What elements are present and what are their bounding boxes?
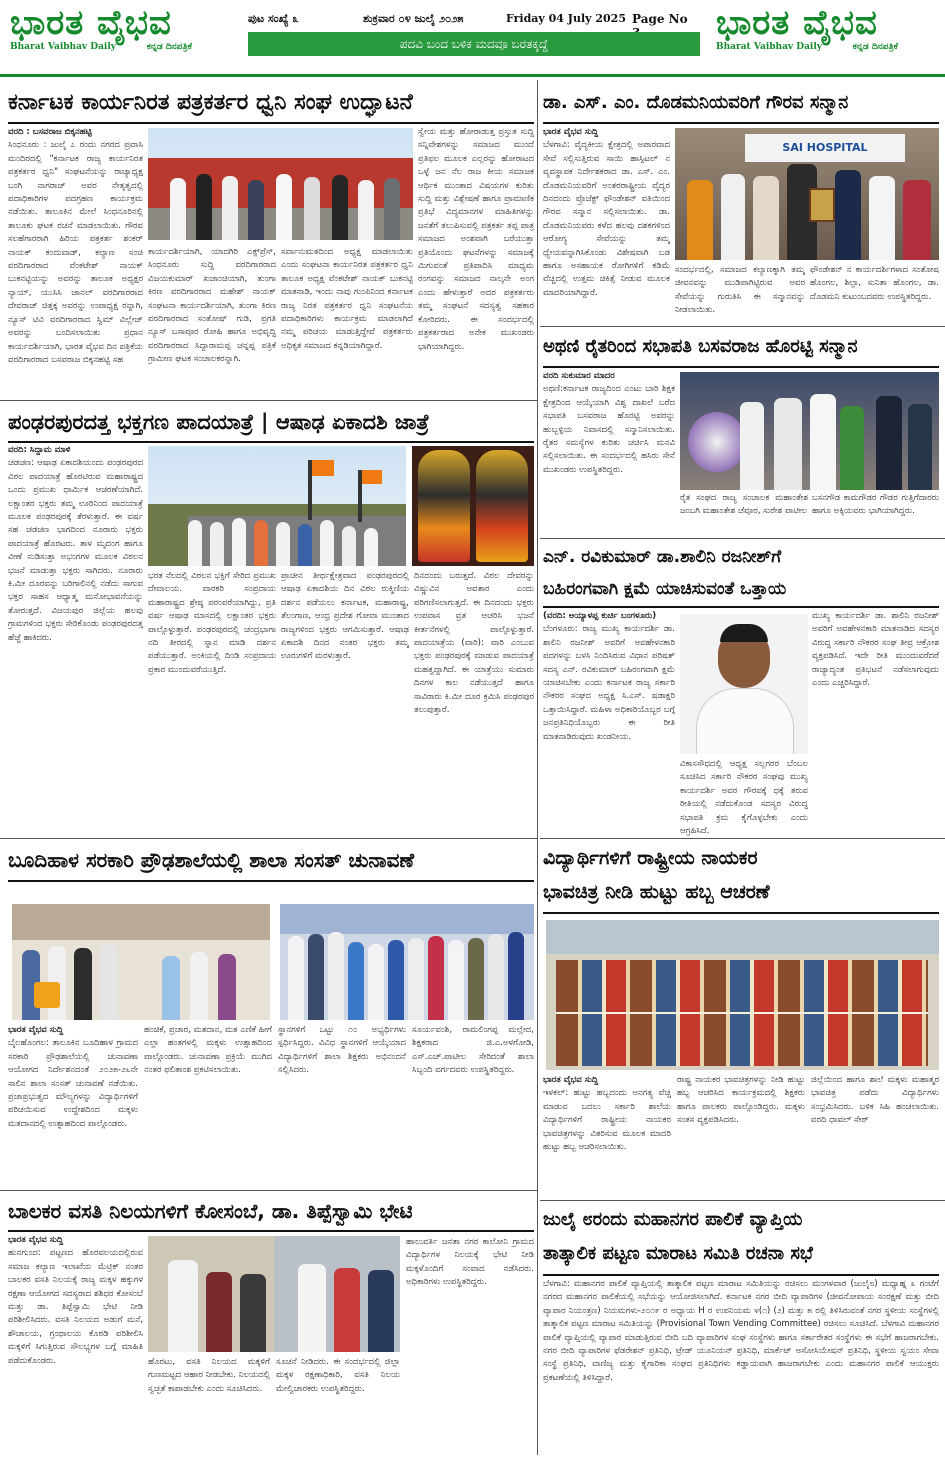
headline-a7-line2: ಭಾವಚಿತ್ರ ನೀಡಿ ಹುಟ್ಟು ಹಬ್ಬ ಆಚರಣೆ xyxy=(543,881,770,903)
article-a5-col3 xyxy=(812,610,939,835)
article-a7-col2 xyxy=(677,1074,805,1194)
photo-n-ravikumar xyxy=(680,614,808,754)
logo-right xyxy=(716,4,938,66)
masthead xyxy=(0,0,945,74)
logo-left xyxy=(10,4,232,66)
article-a2-col1 xyxy=(543,126,670,322)
ballot-box xyxy=(34,982,60,1008)
headline-underline xyxy=(543,366,939,368)
article-body: ಜಿಲ್ಲೆಯಿಂದ ಹಾಗೂ ಶಾಲೆ ಮಕ್ಕಳು ಮಹಾತ್ಮರ ಭಾವಚಿತ್ರ ಪಡೆದು ವಿದ್ಯಾರ್ಥಿಗಳು ಸಂಭ್ರಮಿಸಿದರು. ಬಳಿಕ ಸಿಹಿ ಹಂಚಲಾಯಿತು. ವರದಿ ಧಾವಲ್ ಸೇಠ್ xyxy=(811,1075,939,1126)
dateline: (ವರದಿ: ಅಯ್ಯಾಳಪ್ಪ ಕುರ್ಚಿ ಬಂಗಳೂರು) xyxy=(543,611,657,621)
date-english: Friday 04 July 2025 xyxy=(506,12,626,25)
photo-journalists-group xyxy=(148,128,413,240)
article-body: ಫೌಂಡೇಶನ್ ನ ಕಾರ್ಯದರ್ಶಿಗಳಾದ ಸಂತೋಷ ಹೊಂಗಲ, ಶಿಲ್ಪಾ, ಸುನಿತಾ ಹೊಂಗಲ, ಡಾ. ದೊಡಮನಿ ಕುಟುಂಬದವರು ಉಪಸ್ಥಿತರಿದ್ದರು. xyxy=(810,265,939,302)
article-a3-col3 xyxy=(812,492,939,516)
flower-bouquet xyxy=(688,412,746,472)
dateline: ಭಾರತ ವೈಭವ ಸುದ್ದಿ xyxy=(8,1235,64,1245)
section-divider xyxy=(0,1190,537,1191)
article-a7-col3 xyxy=(811,1074,939,1194)
logo-text: ಭಾರತ ವೈಭವ xyxy=(716,3,878,43)
dateline: ವರದಿ ಸುಕುಮಾರ ಮಾದರ xyxy=(543,371,615,381)
article-body: ಅಥಣಿ:ಕರ್ನಾಟಕ ರಾಜ್ಯದಿಂದ ಎಂಟು ಬಾರಿ ಶಿಕ್ಷಕ ಕ್ಷೇತ್ರದಿಂದ ಆಯ್ಕೆಯಾಗಿ ವಿಶ್ವ ದಾಖಲೆ ಬರೆದ ಸಭಾಪತಿ ಬಸವರಾಜ ಹೊರಟ್ಟಿ ಅವರನ್ನು ಹುಬ್ಬಳ್ಳಿಯ ನಿವಾಸದಲ್ಲಿ ಸನ್ಮಾನಿಸಲಾಯಿತು. ರೈತರ ಸಮಸ್ಯೆಗಳ ಕುರಿತು ಚರ್ಚಿಸಿ ಮನವಿ ಸಲ್ಲಿಸಲಾಯಿತು. ಈ ಸಂದರ್ಭದಲ್ಲಿ ಹಸಿರು ಸೇನೆ ಮುಖಂಡರು ಉಪಸ್ಥಿತರಿದ್ದರು. xyxy=(543,384,675,475)
headline-a5: ಎನ್. ರವಿಕುಮಾರ್ ಡಾ.ಶಾಲಿನಿ ರಜನೀಶ್‌ಗೆ xyxy=(543,547,782,567)
article-a8-col2 xyxy=(148,1356,270,1455)
issue-number: ಪುಟ ಸಂಖ್ಯೆ ೩ xyxy=(248,12,299,25)
article-a6-col1 xyxy=(8,1024,138,1160)
dateline: ಭಾರತ ವೈಭವ ಸುದ್ದಿ xyxy=(543,1075,599,1085)
article-a1-col1 xyxy=(8,126,143,372)
logo-subtitle xyxy=(10,42,232,52)
article-body: ಸ್ಥಾನಗಳಿಗೆ ಒಟ್ಟು ೧೦ ಅಭ್ಯರ್ಥಿಗಳು ಸ್ಪರ್ಧಿಸಿದ್ದರು. ವಿವಿಧ ಸ್ಥಾನಗಳಿಗೆ ಆಯ್ಕೆಯಾದ ವಿದ್ಯಾರ್ಥಿಗಳಿಗೆ ಶಾಲಾ ಶಿಕ್ಷಕರು ಅಭಿನಂದನೆ ಸಲ್ಲಿಸಿದರು. xyxy=(278,1025,406,1076)
article-body: ರಾಷ್ಟ್ರ ನಾಯಕರ ಭಾವಚಿತ್ರಗಳನ್ನು ನೀಡಿ ಹುಟ್ಟು ಹಬ್ಬ ಆಚರಿಸಿದ ಕಾರ್ಯಕ್ರಮದಲ್ಲಿ ಶಿಕ್ಷಕರು ಹಾಗೂ ಪಾಲಕರು ಪಾಲ್ಗೊಂಡಿದ್ದರು. ಮಕ್ಕಳು ಸಂತಸ ವ್ಯಕ್ತಪಡಿಸಿದರು. xyxy=(677,1075,805,1126)
issue-info-bar xyxy=(248,8,700,30)
article-body: ಕಾರ್ಯದರ್ಶಿಯಾಗಿ, ಯಾದಗಿರಿ ಎಕ್ಸ್‌ಪ್ರೆಸ್, ಸಿಂಧನೂರು ಸುದ್ದಿ ವರದಿಗಾರರಾದ ವಿಜಯಕುಮಾರ್ ಖಜಾಂಚಿಯಾಗಿ, ತುಂಗಾ ಕಿರಣ ವರದಿಗಾರರಾದ ಮಹೇಶ್ ನಾಯಕ್ ಸಂಘಟನಾ ಕಾರ್ಯದರ್ಶಿಯಾಗಿ, ತುಂಗಾ ಕಿರಣ ವರದಿಗಾರರಾದ ಸಂತೋಷ್ ಗುಡಿ, ಪ್ರಗತಿ ನ್ಯೂಸ್ ಬಸಾಪೂರ ರೋಹಿ ಹಾಗೂ ಅಭಿವೃದ್ಧಿ ವರದಿಗಾರರಾದ ಸಿದ್ದಾರಾಮಪ್ಪ ಚನ್ನಪ್ಪ ಪತ್ರಿಕೆ ಗ್ರಾಮೀಣ ಘಟಕ ಸಂಚಾಲಕರನ್ನಾಗಿ. xyxy=(148,247,276,365)
article-a1-col3 xyxy=(281,246,413,372)
vitthal-idol xyxy=(418,450,470,562)
article-body: ಸೂಚನೆ ನೀಡಿದರು. ಈ ಸಂದರ್ಭದಲ್ಲಿ ಜಿಲ್ಲಾ ಮಕ್ಕಳ ರಕ್ಷಣಾಧಿಕಾರಿ, ವಸತಿ ನಿಲಯ ಮೇಲ್ವಿಚಾರಕರು ಉಪಸ್ಥಿತರಿದ್ದರು. xyxy=(276,1357,400,1394)
section-divider xyxy=(540,538,945,539)
photo-hospital-felicitation xyxy=(675,128,939,260)
photo-hostel-inspection xyxy=(148,1236,400,1352)
article-a4-col1 xyxy=(8,444,143,834)
section-divider xyxy=(0,400,537,401)
article-a2-col3 xyxy=(810,264,939,322)
headline-a1: ಕರ್ನಾಟಕ ಕಾರ್ಯನಿರತ ಪತ್ರಕರ್ತರ ಧ್ವನಿ ಸಂಘ ಉದ್ಘಾಟನೆ xyxy=(8,90,413,115)
article-body: ಬೆಳಗಾವಿ: ಮಹಾನಗರ ಪಾಲಿಕೆ ವ್ಯಾಪ್ತಿಯಲ್ಲಿ ತಾತ್ಕಾಲಿಕ ಪಟ್ಟಣ ಮಾರಾಟ ಸಮಿತಿಯನ್ನು ರಚಿಸಲು ಮಂಗಳವಾರ (ಜುಲೈ೮) ಮಧ್ಯಾಹ್ನ ೩ ಗಂಟೆಗೆ ನಗರದ ಮಹಾನಗರ ಪಾಲಿಕೆಯಲ್ಲಿ ಸಭೆಯನ್ನು ಆಯೋಜಿಸಲಾಗಿದೆ. ಕರ್ನಾಟಕ ನಗರ ಬೀದಿ ವ್ಯಾಪಾರಿಗಳ (ಜೀವನೋಪಾಯ ಸಂರಕ್ಷಣೆ ಮತ್ತು ಬೀದಿ ವ್ಯಾಪಾರ ನಿಯಂತ್ರಣ) ನಿಯಮಗಳು-೨೦೧೯ ರ ಅಧ್ಯಾಯ H ರ ಉಪನಿಯಮ ೪(೧) (೨) ಮತ್ತು ೫ ರಲ್ಲಿ ತಿಳಿಸಿರುವಂತೆ ನಗರ ಸ್ಥಳೀಯ ಸಂಸ್ಥೆಗಳಲ್ಲಿ ತಾತ್ಕಾಲಿಕ ಪಟ್ಟಣ ಮಾರಾಟ ಸಮಿತಿಯನ್ನು (Provisional Town Vending Committee) ರಚಿಸಲು ಸೂಚಿಸಿದೆ. ಬೆಳಗಾವಿ ಮಹಾನಗರ ಪಾಲಿಕೆ ವ್ಯಾಪ್ತಿಯಲ್ಲಿ ವ್ಯಾಪಾರ ಮಾಡುತ್ತಿರುವ ಬೀದಿ ಬದಿ ವ್ಯಾಪಾರಿಗಳ ಸಂಘ ಸಂಸ್ಥೆಗಳು ಹಾಗೂ ಸರ್ಕಾರೇತರ ಸಂಸ್ಥೆಗಳು ಈ ಸಭೆಗೆ ಹಾಜರಾಗಬೇಕು. ನಗರ ಬೀದಿ ವ್ಯಾಪಾರಿಗಳ ಫೆಡರೇಶನ್ ಪ್ರತಿನಿಧಿ, ಟ್ರೇಡ್ ಯೂನಿಯನ್ ಪ್ರತಿನಿಧಿ, ಮಾರ್ಕೆಟ್ ಅಸೋಸಿಯೇಷನ್ ಪ್ರತಿನಿಧಿ, ಸ್ಥಳೀಯ ಸ್ವಯಂ ಸೇವಾ ಸಂಸ್ಥೆ ಪ್ರತಿನಿಧಿ, ವಾಣಿಜ್ಯ ಮತ್ತು ಕೈಗಾರಿಕಾ ಸಂಘದ ಪ್ರತಿನಿಧಿಗಳು ಕಡ್ಡಾಯವಾಗಿ ಹಾಜರಾಗಬೇಕು ಎಂದು ಮಹಾನಗರ ಪಾಲಿಕೆ ಆಯುಕ್ತರು ಪ್ರಕಟಣೆಯಲ್ಲಿ ತಿಳಿಸಿದ್ದಾರೆ. xyxy=(543,1279,939,1383)
memento-frame xyxy=(809,188,835,222)
headline-underline xyxy=(8,441,534,443)
article-a5-col2 xyxy=(680,758,808,836)
dateline: ಭಾರತ ವೈಭವ ಸುದ್ದಿ xyxy=(543,127,599,137)
article-a4-col3 xyxy=(281,570,409,834)
headline-a6: ಬೂದಿಹಾಳ ಸರಕಾರಿ ಪ್ರೌಢಶಾಲೆಯಲ್ಲಿ ಶಾಲಾ ಸಂಸತ್ ಚುನಾವಣೆ xyxy=(8,848,415,872)
photo-school-election-winners xyxy=(280,904,534,1020)
article-a1-col2 xyxy=(148,246,276,372)
article-body: ಸ್ವೇಯ ಮತ್ತು ಹೋರಾಡುತ್ತ ಪ್ರಸ್ತುತ ಸುದ್ದಿ ಸನ್ನಿವೇಶಗಳನ್ನು ಸಮಾಜದ ಮುಂದೆ ಪ್ರತಿಫಲ ಮೂಲಕ ಎಲ್ಲರನ್ನು ಹೋರಾಟದ ಒಳ್ಳೆ ಜನ ನೆಲ ರಾಜ ಕೀಯ ಸಮಾಜಕ ಆರ್ಥಿಕ ಮುಂತಾದ ವಿಷಯಗಳ ಕುರಿತು ಸುದ್ದಿ ಮತ್ತು ವಿಶ್ಲೇಷಣೆ ಹಾಗೂ ಪ್ರಾಮಾಣಿಕ ಪ್ರತಿಭೆ ವಿದ್ಯಮಾನಗಳ ಮಾಹಿತಿಗಳನ್ನು ಜನತೆಗೆ ತಲುಪಿಸುವಲ್ಲಿ ಪತ್ರಕರ್ತ ತಪ್ಪ ಪಾತ್ರ ಸಮಾಜದ ಅಂಶವಾಗಿ ಬರೆಯುತ್ತಾ ಪ್ರತಿಯೊಂದು ಘಟನೆಗಳನ್ನು ಸಮಾಜಕ್ಕೆ ಮಿಗುವಂತೆ ಪ್ರತಿಪಾದಿಸಿ ಮಾಧ್ಯಮ ರಂಗವನ್ನು ಸಮಾಜದ ನಾಲ್ಕನೇ ಅಂಗ ಎಂದು ಹೇಳುತ್ತಾರೆ ಅದರ ಪತ್ರಕರ್ತರು ತಮ್ಮ ಸಂಘಟನೆ ಸದಸ್ಯತ್ವ ಸಹಕಾರ ಕೋರಿದರು. ಈ ಸಂದರ್ಭದಲ್ಲಿ ಪತ್ರಕರ್ತರಾದ ಅನೇಕ ಮುಖಂಡರು ಭಾಗಿಯಾಗಿದ್ದರು. xyxy=(418,127,534,352)
article-a8-col1 xyxy=(8,1234,143,1455)
headline-a3: ಅಥಣಿ ರೈತರಿಂದ ಸಭಾಪತಿ ಬಸವರಾಜ ಹೊರಟ್ಟಿ ಸನ್ಮಾನ xyxy=(543,336,858,357)
logo-subtitle-kn: ಕನ್ನಡ ದಿನಪತ್ರಿಕೆ xyxy=(146,42,192,52)
headline-a9: ಜುಲೈ ೮ರಂದು ಮಹಾನಗರ ಪಾಲಿಕೆ ವ್ಯಾಪ್ತಿಯ xyxy=(543,1209,803,1230)
article-a3-col1 xyxy=(543,370,675,515)
logo-text: ಭಾರತ ವೈಭವ xyxy=(10,3,172,43)
saffron-flag xyxy=(312,460,334,476)
saffron-flag xyxy=(362,470,382,484)
section-divider xyxy=(540,1200,945,1201)
article-body: ಬೆಳಗಾವಿ: ವೈದ್ಯಕೀಯ ಕ್ಷೇತ್ರದಲ್ಲಿ ಅಪಾರವಾದ ಸೇವೆ ಸಲ್ಲಿಸುತ್ತಿರುವ ಸಾಯಿ ಹಾಸ್ಪಿಟಲ್ ನ ವ್ಯವಸ್ಥಾಪಕ ನಿರ್ದೇಶಕರಾದ ಡಾ. ಎಸ್. ಎಂ. ದೊಡಮನಿಯವರಿಗೆ ಅಂತರರಾಷ್ಟ್ರೀಯ ವೈದ್ಯರ ದಿನದಂದು ಪ್ರೊಜೆಕ್ಟ್ ಫೌಂಡೇಶನ್ ವತಿಯಿಂದ ಗೌರವ ಸನ್ಮಾನ ಸಲ್ಲಿಸಲಾಯಿತು. ಡಾ. ದೊಡಮನಿಯವರು ಕಳೆದ ಹಲವು ದಶಕಗಳಿಂದ ಆರೋಗ್ಯ ಸೇವೆಯನ್ನು ತಮ್ಮ ಧ್ಯೇಯವನ್ನಾಗಿಸಿಕೊಂಡು ವಿಶೇಷವಾಗಿ ಬಡ ಹಾಗೂ ಅಸಹಾಯಕ ರೋಗಿಗಳಿಗೆ ಕಡಿಮೆ ವೆಚ್ಚದಲ್ಲಿ ಉತ್ತಮ ಚಿಕಿತ್ಸೆ ನೀಡುವ ಮೂಲಕ ಮಾದರಿಯಾಗಿದ್ದಾರೆ. xyxy=(543,140,670,298)
date-kannada: ಶುಕ್ರವಾರ ೦೪ ಜುಲೈ ೨೦೨೫ xyxy=(363,12,464,25)
article-a7-col1 xyxy=(543,1074,671,1194)
article-body: ವಿಕಾಸಸೌಧದಲ್ಲಿ ಆಧ್ಯಕ್ಷ ಸಲ್ಲಗರರ ಬೆಂಬಲ ಸೂಚಿಸಿದ ಸರ್ಕಾರಿ ನೌಕರರ ಸಂಘವು ಮುಖ್ಯ ಕಾರ್ಯದರ್ಶಿ ಅವರ ಗೌರವಕ್ಕೆ ಧಕ್ಕೆ ತರುವ ರೀತಿಯಲ್ಲಿ ನಡೆದುಕೊಂಡ ಸದಸ್ಯರ ವಿರುದ್ಧ ಸಭಾಪತಿ ಕ್ರಮ ಕೈಗೊಳ್ಳಬೇಕು ಎಂದು ಆಗ್ರಹಿಸಿದೆ. xyxy=(680,759,808,836)
section-divider xyxy=(540,326,945,327)
headline-underline xyxy=(543,606,939,608)
article-a6-col3 xyxy=(278,1024,406,1160)
headline-a5-line2: ಬಹಿರಂಗವಾಗಿ ಕ್ಷಮೆ ಯಾಚಿಸುವಂತೆ ಒತ್ತಾಯ xyxy=(543,579,787,599)
article-body: ಚಡಚಣ: ಆಷಾಢ ಏಕಾದಶಿಯಂದು ಪಂಢರಪುರದ ವಿಠಲ ಪಾದಯಾತ್ರೆ ಹೊರಟಿರುವ ಮಹಾರಾಷ್ಟ್ರದ ಒಂದು ಪ್ರಮುಖ ಧಾರ್ಮಿಕ ಆಚರಣೆಯಾಗಿದೆ. ಲಕ್ಷಾಂತರ ಭಕ್ತರು ತಮ್ಮ ಊರಿನಿಂದ ಪಾದಯಾತ್ರೆ ಮೂಲಕ ಪಂಢರಪುರಕ್ಕೆ ತೆರಳುತ್ತಾರೆ. ಈ ವರ್ಷ ಸಹ ಚಡಚಣ ಭಾಗದಿಂದ ನೂರಾರು ಭಕ್ತರು ಪಾದಯಾತ್ರೆ ಹೊರಟರು. ತಾಳ ಮೃದಂಗ ಹಾಗೂ ವೀಣೆ ನುಡಿಸುತ್ತಾ ಅಭಂಗಗಳ ಮೂಲಕ ವಿಠಲನ ಭಜನೆ ಮಾಡುತ್ತಾ ಭಕ್ತರು ಸಾಗಿದರು. ನೂರಾರು ಕಿ.ಮೀ ದೂರವನ್ನು ಬರಿಗಾಲಿನಲ್ಲಿ ನಡೆದು ಸಾಗುವ ಭಕ್ತರ ಸಾಹಸ ಆಧ್ಯಾತ್ಮ ಮನೋಭಾವನೆಯನ್ನು ತೋರುತ್ತದೆ. ವಿಜಯಪುರ ಜಿಲ್ಲೆಯ ಹಲವು ಗ್ರಾಮಗಳಿಂದ ಭಕ್ತರು ಸೇರಿಕೊಂಡು ಪಂಢರಪುರದತ್ತ ಹೆಜ್ಜೆ ಹಾಕಿದರು. xyxy=(8,458,143,643)
classroom-wall xyxy=(12,904,270,940)
logo-subtitle-en: Bharat Vaibhav Daily xyxy=(716,42,822,52)
article-body: ದಿನದಂದು ಬರುತ್ತದೆ. ವಿಠಲ ದೇವರನ್ನು ವಿಷ್ಣುವಿನ ಅವತಾರ ಎಂದು ಪರಿಗಣಿಸಲಾಗುತ್ತದೆ. ಈ ದಿನದಂದು ಭಕ್ತರು ಉಪವಾಸ ವ್ರತ ಆಚರಿಸಿ ಭಜನೆ ಕೀರ್ತನೆಗಳಲ್ಲಿ ಪಾಲ್ಗೊಳ್ಳುತ್ತಾರೆ. ಪಾದಯಾತ್ರೆಯ (ವಾರಿ): ವಾರಿ ಎಂಬುವ ಭಕ್ತರು ಪಂಢರಪುರಕ್ಕೆ ಮಾಡುವ ಪಾದಯಾತ್ರೆ ಮಹತ್ವದ್ದಾಗಿದೆ. ಈ ಯಾತ್ರೆಯು ಸುಮಾರು ದಿನಗಳ ಕಾಲ ನಡೆಯುತ್ತದೆ ಹಾಗೂ ಸಾವಿರಾರು ಕಿ.ಮೀ ದೂರ ಕ್ರಮಿಸಿ ಪಂಢರಪುರ ತಲುಪುತ್ತಾರೆ. xyxy=(414,571,534,716)
article-body: ಬಸನಗೌಡ ಕಾಮಗೌಡರ ಗೌಡರ ಗುತ್ತಿಗೆದಾರರು ಹಾಗೂ ಅಕ್ಕಿಯವರು ಭಾಗಿಯಾಗಿದ್ದರು. xyxy=(812,493,939,516)
headline-underline xyxy=(8,1230,534,1232)
dateline: ಭಾರತ ವೈಭವ ಸುದ್ದಿ xyxy=(8,1025,64,1035)
article-body: ಮುಖ್ಯ ಕಾರ್ಯದರ್ಶಿ ಡಾ. ಶಾಲಿನಿ ರಜನೀಶ್ ಅವರಿಗೆ ಅವಹೇಳನಕಾರಿ ಮಾತನಾಡಿದ ಸದಸ್ಯರ ವಿರುದ್ಧ ಸರ್ಕಾರಿ ನೌಕರರ ಸಂಘ ತೀವ್ರ ಆಕ್ರೋಶ ವ್ಯಕ್ತಪಡಿಸಿದೆ. ಇದೇ ರೀತಿ ಮುಂದುವರೆದರೆ ರಾಜ್ಯಾದ್ಯಂತ ಪ್ರತಿಭಟನೆ ನಡೆಸಲಾಗುವುದು ಎಂದು ಎಚ್ಚರಿಸಿದ್ದಾರೆ. xyxy=(812,611,939,689)
article-body: ಬೆಂಗಳೂರು: ರಾಜ್ಯ ಮುಖ್ಯ ಕಾರ್ಯದರ್ಶಿ ಡಾ. ಶಾಲಿನಿ ರಜನೀಶ್ ಅವರಿಗೆ ಅವಹೇಳನಕಾರಿ ಪದಗಳನ್ನು ಬಳಸಿ ನಿಂದಿಸಿರುವ ವಿಧಾನ ಪರಿಷತ್ ಸದಸ್ಯ ಎನ್. ರವಿಕುಮಾರ್ ಬಹಿರಂಗವಾಗಿ ಕ್ಷಮೆ ಯಾಚಿಸಬೇಕು ಎಂದು ಕರ್ನಾಟಕ ರಾಜ್ಯ ಸರ್ಕಾರಿ ನೌಕರರ ಸಂಘದ ಅಧ್ಯಕ್ಷ ಸಿ.ಎಸ್. ಷಡಾಕ್ಷರಿ ಒತ್ತಾಯಿಸಿದ್ದಾರೆ. ಮಹಿಳಾ ಅಧಿಕಾರಿಯೊಬ್ಬರ ಬಗ್ಗೆ ಜನಪ್ರತಿನಿಧಿಯೊಬ್ಬರು ಈ ರೀತಿ ಮಾತನಾಡಿರುವುದು ಖಂಡನೀಯ. xyxy=(543,624,675,742)
article-body: ಸೂರ್ಯವಂಶಿ, ರಾಮಲಿಂಗಪ್ಪ ಮಲ್ಲೇದ, ಶಿಕ್ಷಕರಾದ ಜಿ.ಎ.ಅಳಗೋಡಿ, ಎಸ್.ಎಚ್.ಪಾಟೀಲ ಸೇರಿದಂತೆ ಶಾಲಾ ಸಿಬ್ಬಂದಿ ವರ್ಗದವರು ಉಪಸ್ಥಿತರಿದ್ದರು. xyxy=(412,1025,534,1076)
article-body: ಸರ್ವಾನುಮತದಿಂದ ಅಧ್ಯಕ್ಷ ಮಾಡಲಾಯಿತು ಎಂದು ಸಂಘಟನಾ ಕಾರ್ಯನಿರತ ಪತ್ರಕರ್ತರ ಧ್ವನಿ ತಾಲೂಕ ಅಧ್ಯಕ್ಷ ವೆಂಕಟೇಶ್ ನಾಯಕ್ ಬುಕನಟ್ಟಿ ಮಾತನಾಡಿ, ಇಂದು ನಾವು ಗುಂಪಿನಿಂದ ಕರ್ನಾಟಕ ರಾಜ್ಯ ನಿರತ ಪತ್ರಕರ್ತರ ಧ್ವನಿ ಸಂಘಟನೆಯ ಪದಾಧಿಕಾರಿಗಳು ಕಾರ್ಯಕ್ರಮ ಮಾಡಲಾಗಿದೆ ನಮ್ಮ ಪರಿಚಯ ಮಾಡುತ್ತಿದ್ದೇವೆ ಪತ್ರಕರ್ತರು ಅಧಿಕೃತ ಸಮಾಜದ ಕನ್ನಡಿಯಾಗಿದ್ದಾರೆ. xyxy=(281,247,413,351)
article-body: ಪ್ರಾಚೀನ ತೀರ್ಥಕ್ಷೇತ್ರವಾದ ಪಂಢರಪುರದಲ್ಲಿ ಆಷಾಢ ಏಕಾದಶಿಯ ದಿನ ವಿಠಲ ರುಕ್ಮಿಣಿಯ ದರ್ಶನ ಪಡೆಯಲು ಕರ್ನಾಟಕ, ಮಹಾರಾಷ್ಟ್ರ, ತೆಲಂಗಾಣ, ಆಂಧ್ರ ಪ್ರದೇಶ ಗೋವಾ ಮುಂತಾದ ರಾಜ್ಯಗಳಿಂದ ಭಕ್ತರು ಆಗಮಿಸುತ್ತಾರೆ. ಆಷಾಢ ಏಕಾದಶಿ ದಿನದ ನಂತರ ಭಕ್ತರು ತಮ್ಮ ಊರುಗಳಿಗೆ ಮರಳುತ್ತಾರೆ. xyxy=(281,571,409,662)
photo-school-election-voting xyxy=(12,904,270,1020)
article-a6-col4 xyxy=(412,1024,534,1160)
logo-subtitle-en: Bharat Vaibhav Daily xyxy=(10,42,116,52)
headline-underline xyxy=(543,122,939,124)
article-a8-col4 xyxy=(406,1236,534,1455)
article-body: ಸಿಂಧನೂರು : ಜುಲೈ ೭ ರಂದು ನಗರದ ಪ್ರವಾಸಿ ಮಂದಿರದಲ್ಲಿ "ಕರ್ನಾಟಕ ರಾಜ್ಯ ಕಾರ್ಯನಿರತ ಪತ್ರಕರ್ತರ ಧ್ವನಿ" ಸಂಘಟನೆಯನ್ನು ರಾಜ್ಯಾಧ್ಯಕ್ಷ ಬಂಗಿ ನಾಗರಾಜ್ ಅವರ ನೇತೃತ್ವದಲ್ಲಿ ಪದಾಧಿಕಾರಿಗಳ ಪದಗ್ರಹಣ ಕಾರ್ಯಕ್ರಮ ನಡೆಯಿತು. ತಾಲೂಕಿನ ಮೇಲೆ ಸಿಂಧನೂರಿನಲ್ಲಿ ತಾಲೂಕು ಘಟಕ ರಚನೆ ಮಾಡಲಾಯಿತು. ಗೌರವ ಸಲಹೆಗಾರರಾಗಿ ಹಿರಿಯ ಪತ್ರಕರ್ತ ಶಂಕರ್ ನಾಯಕ್ ಕಂದುವಾಡ್, ಕಲ್ಯಾಣ ಸಂಚಿ ವರದಿಗಾರರಾದ ವೆಂಕಟೇಶ್ ನಾಯಕ್ ಬುಕನಟ್ಟಿಯನ್ನು ಅವರನ್ನು ತಾಲೂಕ ಅಧ್ಯಕ್ಷರ ನ್ಯಾಯ್, ಯುಸಿಸಿ ಚಾನಲ್ ವರದಿಗಾರರಾದ ದೇವರಾಜ್ ಚಿತ್ತಕ್ಕ ಅವರನ್ನು ಉಪಾಧ್ಯಕ್ಷ ರನ್ನಾಗಿ, ನ್ಯೂಸ್ ಟಿವಿ ವರದಿಗಾರರಾದ ಸ್ವಿಮ್ ವಿಲ್ಲೇಜ್ ಅವರನ್ನು ಬಂದಿಸಲಾಯಿತು ಪ್ರಧಾನ ಕಾರ್ಯದರ್ಶಿಯಾಗಿ, ಭಾರತ ವೈಭವ ದಿನ ಪತ್ರಿಕೆಯ ವರದಿಗಾರರಾದ ಬಸವರಾಜ ಬಿಕ್ಕನಹಟ್ಟಿ ಸಹ xyxy=(8,140,143,365)
article-body: ಹಂಚಿಕೆ, ಪ್ರಚಾರ, ಮತದಾನ, ಮತ ಎಣಿಕೆ ಹೀಗೆ ಎಲ್ಲಾ ಹಂತಗಳಲ್ಲಿ ಮಕ್ಕಳು ಉತ್ಸಾಹದಿಂದ ಪಾಲ್ಗೊಂಡರು. ಚುನಾವಣಾ ಪ್ರಕ್ರಿಯೆ ಮುಗಿದ ನಂತರ ಫಲಿತಾಂಶ ಪ್ರಕಟಿಸಲಾಯಿತು. xyxy=(144,1025,272,1076)
slogan-banner: ಪದವಿ ಬಂದ ಬಳಿಕ ಮದವೂ ಬರತಕ್ಕದ್ದೆ xyxy=(248,32,700,56)
hospital-sign: SAI HOSPITAL xyxy=(745,134,905,162)
article-a2-col2 xyxy=(675,264,805,322)
section-divider xyxy=(0,838,537,839)
article-body: ಸಂದರ್ಭದಲ್ಲಿ, ಸಮಾಜದ ಕಲ್ಯಾಣಕ್ಕಾಗಿ ತಮ್ಮ ಜೀವನವನ್ನು ಮುಡಿಪಾಗಿಟ್ಟಿರುವ ಅವರ ಸೇವೆಯನ್ನು ಗುರುತಿಸಿ ಈ ಸನ್ಮಾನವನ್ನು ನೀಡಲಾಯಿತು. xyxy=(675,265,805,316)
article-body: ಬೈಲಹೊಂಗಲ: ತಾಲೂಕಿನ ಬೂದಿಹಾಳ ಗ್ರಾಮದ ಸರಕಾರಿ ಪ್ರೌಢಶಾಲೆಯಲ್ಲಿ ಚುನಾವಣಾ ಆಯೋಗದ ನಿರ್ದೇಶನದಂತೆ ೨೦೨೫-೨೬ನೇ ಸಾಲಿನ ಶಾಲಾ ಸಂಸತ್ ಚುನಾವಣೆ ನಡೆಯಿತು. ಪ್ರಜಾಪ್ರಭುತ್ವದ ಮೌಲ್ಯಗಳನ್ನು ವಿದ್ಯಾರ್ಥಿಗಳಿಗೆ ಪರಿಚಯಿಸುವ ಉದ್ದೇಶದಿಂದ ಮಕ್ಕಳು ಮತದಾನದಲ್ಲಿ ಉತ್ಸಾಹದಿಂದ ಪಾಲ್ಗೊಂಡರು. xyxy=(8,1038,138,1129)
photo-vitthal-rukmini-idols xyxy=(412,446,534,566)
headline-a8: ಬಾಲಕರ ವಸತಿ ನಿಲಯಗಳಿಗೆ ಕೋಸಂಬೆ, ಡಾ. ತಿಪ್ಪೆಸ್ವಾಮಿ ಭೇಟಿ xyxy=(8,1199,413,1223)
article-body: ಹುನಗುಂದ: ಪಟ್ಟಣದ ಹೊರವಲಯದಲ್ಲಿರುವ ಸಮಾಜ ಕಲ್ಯಾಣ ಇಲಾಖೆಯ ಮೆಟ್ರಿಕ್ ನಂತರ ಬಾಲಕರ ವಸತಿ ನಿಲಯಕ್ಕೆ ರಾಜ್ಯ ಮಕ್ಕಳ ಹಕ್ಕುಗಳ ರಕ್ಷಣಾ ಆಯೋಗದ ಸದಸ್ಯರಾದ ಶಶಿಧರ ಕೋಸಂಬೆ ಮತ್ತು ಡಾ. ತಿಪ್ಪೆಸ್ವಾಮಿ ಭೇಟಿ ನೀಡಿ ಪರಿಶೀಲಿಸಿದರು. ವಸತಿ ನಿಲಯದ ಅಡುಗೆ ಮನೆ, ಶೌಚಾಲಯ, ಗ್ರಂಥಾಲಯ ಕೊಠಡಿ ಪರಿಶೀಲಿಸಿ ಮಕ್ಕಳಿಗೆ ಸಿಗುತ್ತಿರುವ ಸೌಲಭ್ಯಗಳ ಬಗ್ಗೆ ಮಾಹಿತಿ ಪಡೆದುಕೊಂಡರು. xyxy=(8,1248,143,1366)
portrait-shirt xyxy=(696,688,794,754)
article-body: ಹಾಲುವರ್ತಿ ಜನತಾ ನಗರ ಕಾಲೋನಿ ಗ್ರಾಮದ ವಿದ್ಯಾರ್ಥಿಗಳ ನಿಲಯಕ್ಕೆ ಭೇಟಿ ನೀಡಿ ಮಕ್ಕಳೊಂದಿಗೆ ಸಂವಾದ ನಡೆಸಿದರು. ಅಧಿಕಾರಿಗಳು ಉಪಸ್ಥಿತರಿದ್ದರು. xyxy=(406,1237,534,1288)
headline-a2: ಡಾ. ಎಸ್. ಎಂ. ದೊಡಮನಿಯವರಿಗೆ ಗೌರವ ಸನ್ಮಾನ xyxy=(543,92,849,113)
headline-underline xyxy=(543,1274,939,1276)
headline-a4: ಪಂಢರಪುರದತ್ತ ಭಕ್ತಗಣ ಪಾದಯಾತ್ರೆ | ಆಷಾಢ ಏಕಾದಶಿ ಜಾತ್ರೆ xyxy=(8,410,430,434)
article-body: ಹೊರಟು, ವಸತಿ ನಿಲಯದ ಮಕ್ಕಳಿಗೆ ಗುಣಮಟ್ಟದ ಆಹಾರ ನೀಡಬೇಕು. ನಿಲಯದಲ್ಲಿ ಸ್ವಚ್ಛತೆ ಕಾಪಾಡಬೇಕು ಎಂದು ಸೂಚಿಸಿದರು. xyxy=(148,1357,270,1394)
headline-underline xyxy=(543,912,939,914)
photo-students-with-portraits xyxy=(546,920,939,1070)
article-a1-col4 xyxy=(418,126,534,372)
headline-underline xyxy=(8,880,534,882)
page-number: Page No xyxy=(632,12,688,26)
dateline: ವರದಿ : ಬಸವರಾಜ ಬಿಕ್ಕನಹಟ್ಟಿ xyxy=(8,127,92,137)
column-divider xyxy=(537,80,538,1455)
photo-pilgrims-walking xyxy=(148,446,406,566)
article-a8-col3 xyxy=(276,1356,400,1455)
dateline: ವರದಿ: ಸಿದ್ದಾಮ ಮಾಳಿ xyxy=(8,445,71,455)
article-a6-col2 xyxy=(144,1024,272,1160)
article-a4-col2 xyxy=(148,570,276,834)
article-body: ಭರತ ನೆಲದಲ್ಲಿ ವಿಠಲನ ಭಕ್ತಿಗೆ ಸೇರಿದ ಪ್ರಮುಖ ದೇವಾಲಯ. ವಾರಕರಿ ಸಂಪ್ರದಾಯ ಮಹಾರಾಷ್ಟ್ರದ ಶ್ರೇಷ್ಠ ಪರಂಪರೆಯಾಗಿದ್ದು, ಪ್ರತಿ ವರ್ಷ ಆಷಾಢ ಮಾಸದಲ್ಲಿ ಲಕ್ಷಾಂತರ ಭಕ್ತರು ಪಾಲ್ಗೊಳ್ಳುತ್ತಾರೆ. ಪಂಢರಪುರದಲ್ಲಿ ಚಂದ್ರಭಾಗಾ ನದಿ ತೀರದಲ್ಲಿ ಸ್ನಾನ ಮಾಡಿ ದರ್ಶನ ಪಡೆಯುತ್ತಾರೆ. ಅಂಕಿಯಲ್ಲಿ ದಿಂಡಿ ಸಂಪ್ರದಾಯ ಪ್ರಕಾರ ಮುಂದುವರೆಯುತ್ತಿದೆ. xyxy=(148,571,276,675)
logo-subtitle xyxy=(716,42,938,52)
section-divider xyxy=(540,838,945,839)
headline-underline xyxy=(8,122,534,124)
headline-a9-line2: ತಾತ್ಕಾಲಿಕ ಪಟ್ಟಣ ಮಾರಾಟ ಸಮಿತಿ ರಚನಾ ಸಭೆ xyxy=(543,1243,813,1264)
article-a4-col4 xyxy=(414,570,534,834)
article-a3-col2 xyxy=(680,492,808,516)
article-body: ರೈತ ಸಂಘದ ರಾಜ್ಯ ಸಂಚಾಲಕ ಮಹಾಂತೇಶ ಜಂಬಗಿ ಮಹಾಂತೇಶ ಜೆವೂರ, ಸುರೇಶ ಪಾಟೀಲ xyxy=(680,493,808,516)
article-a9-body xyxy=(543,1278,939,1455)
headline-a7: ವಿದ್ಯಾರ್ಥಿಗಳಿಗೆ ರಾಷ್ಟ್ರೀಯ ನಾಯಕರ xyxy=(543,847,758,869)
logo-subtitle-kn: ಕನ್ನಡ ದಿನಪತ್ರಿಕೆ xyxy=(852,42,898,52)
photo-horatti-felicitation xyxy=(680,372,939,490)
article-a5-col1 xyxy=(543,610,675,835)
rukmini-idol xyxy=(476,450,528,562)
article-body: ಇಳಕಲ್: ಹುಟ್ಟು ಹಬ್ಬದಂದು ಅನಗತ್ಯ ವೆಚ್ಚ ಮಾಡುವ ಬದಲು ಸರ್ಕಾರಿ ಶಾಲೆಯ ವಿದ್ಯಾರ್ಥಿಗಳಿಗೆ ರಾಷ್ಟ್ರೀಯ ನಾಯಕರ ಭಾವಚಿತ್ರಗಳನ್ನು ವಿತರಿಸುವ ಮೂಲಕ ಮಾದರಿ ಹುಟ್ಟು ಹಬ್ಬ ಆಚರಿಸಲಾಯಿತು. xyxy=(543,1088,671,1153)
masthead-rule xyxy=(0,74,945,77)
